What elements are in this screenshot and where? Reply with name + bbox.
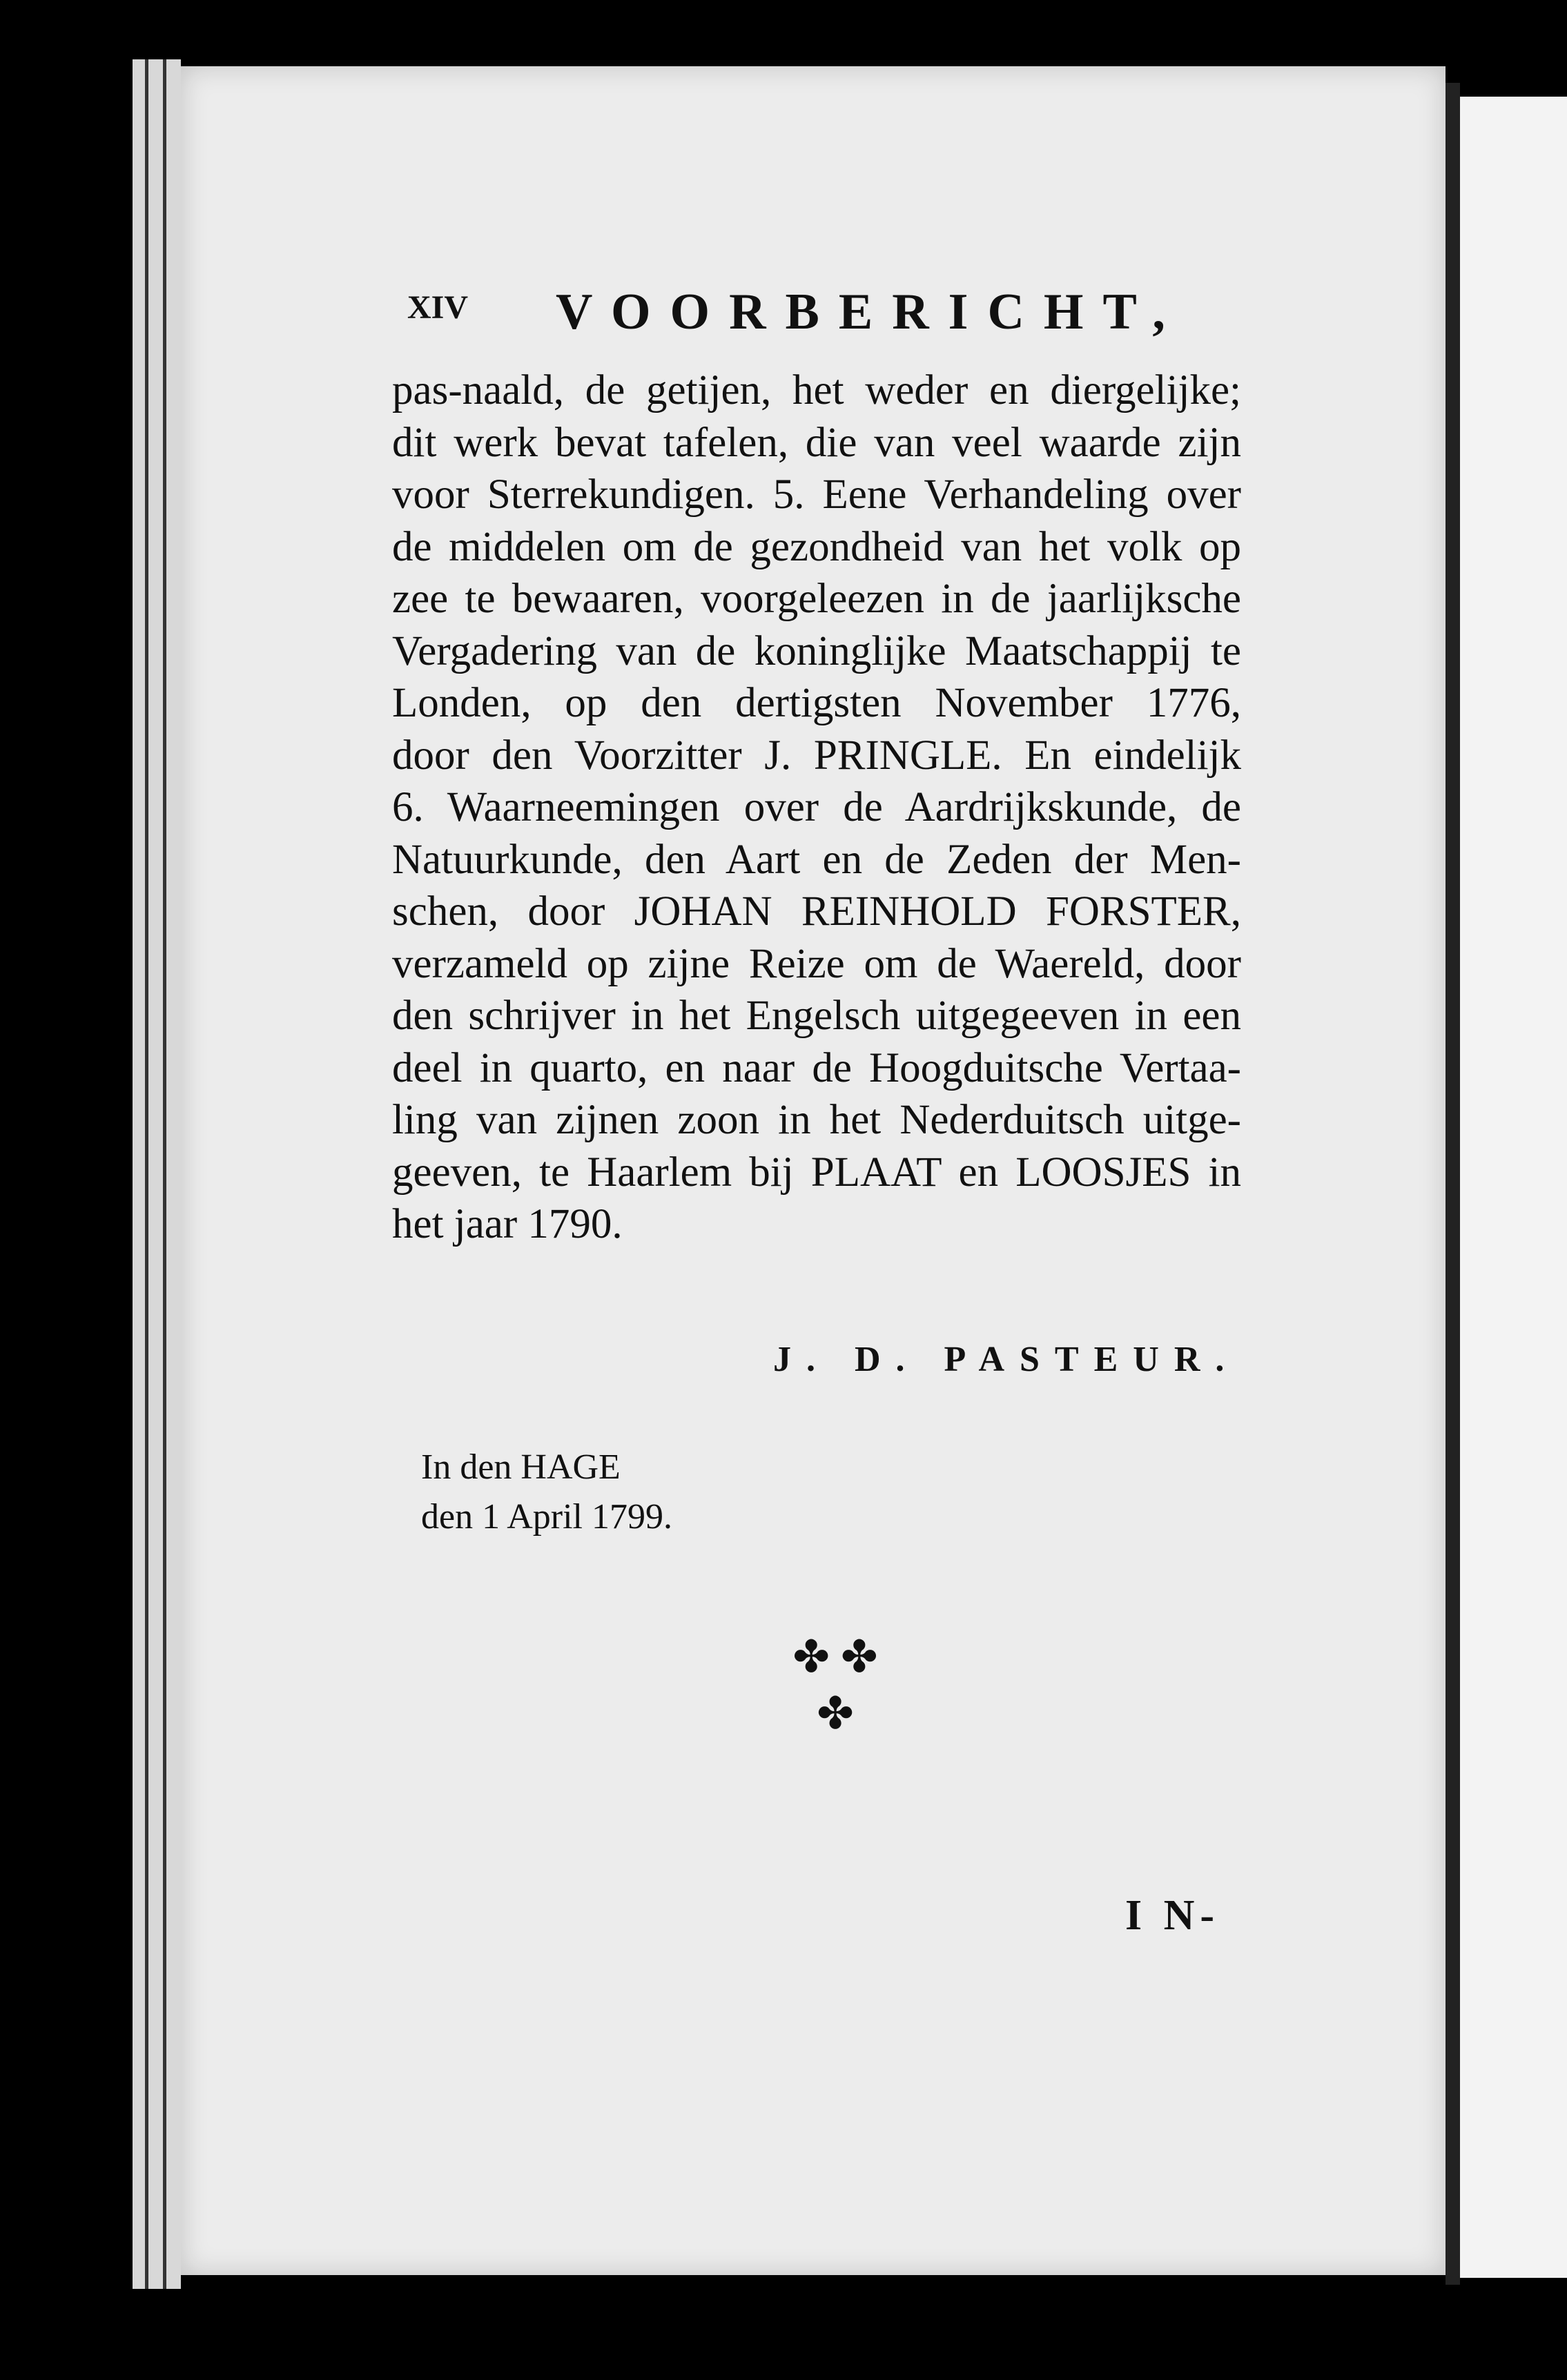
text-line: schen, door JOHAN REINHOLD FORSTER, [392, 888, 1241, 935]
text-line: ling van zijnen zoon in het Nederduitsch uitge- [392, 1097, 1241, 1143]
facing-page-edge [1460, 97, 1567, 2278]
place-line: In den HAGE [421, 1447, 621, 1487]
fleuron-single: ✤ [817, 1689, 854, 1738]
text-line: den schrijver in het Engelsch uitgegeeven in een [392, 993, 1241, 1039]
text-line: dit werk bevat tafelen, die van veel waarde zijn [392, 419, 1241, 466]
text-line: Vergadering van de koninglijke Maatschappij te [392, 627, 1241, 674]
page-edges [133, 59, 181, 2289]
running-header [407, 283, 1256, 345]
text-line: deel in quarto, en naar de Hoogduitsche Vertaa- [392, 1044, 1241, 1091]
text-line-last: het jaar 1790. [392, 1201, 623, 1247]
catchword: I N- [1125, 1892, 1220, 1939]
page-title: VOORBERICHT, [556, 284, 1185, 340]
page-number: XIV [407, 289, 469, 326]
text-line: geeven, te Haarlem bij PLAAT en LOOSJES in [392, 1149, 1241, 1196]
place-and-date [421, 1443, 672, 1542]
text-line: zee te bewaaren, voorgeleezen in de jaarlijksche [392, 576, 1241, 622]
text-line: pas-naald, de getijen, het weder en diergelijke; [392, 367, 1241, 413]
text-line: door den Voorzitter J. PRINGLE. En eindelijk [392, 732, 1241, 779]
text-line: Londen, op den dertigsten November 1776, [392, 680, 1241, 726]
text-line: de middelen om de gezondheid van het volk op [392, 523, 1241, 570]
text-line: voor Sterrekundigen. 5. Eene Verhandeling over [392, 471, 1241, 518]
date-line: den 1 April 1799. [421, 1497, 672, 1537]
text-line: 6. Waarneemingen over de Aardrijkskunde, de [392, 784, 1241, 830]
body-paragraph [392, 364, 1241, 1251]
text-line: verzameld op zijne Reize om de Waereld, door [392, 940, 1241, 987]
text-line: Natuurkunde, den Aart en de Zeden der Men- [392, 836, 1241, 883]
book-gutter [1446, 83, 1460, 2285]
fleuron-ornament [766, 1629, 904, 1742]
fleuron-pair: ✤ ✤ [792, 1632, 878, 1681]
author-signature: J. D. PASTEUR. [773, 1340, 1240, 1379]
